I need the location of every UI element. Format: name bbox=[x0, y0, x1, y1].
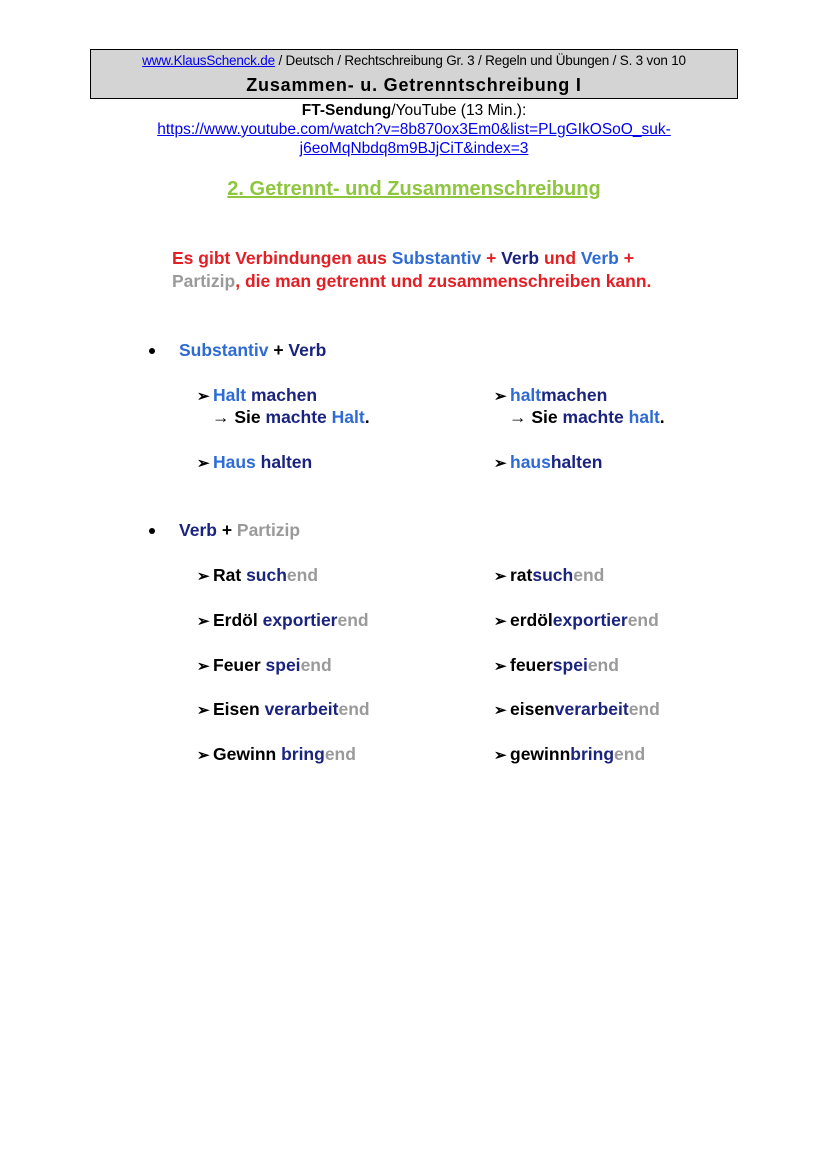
word-stem: verarbeit bbox=[264, 699, 339, 719]
arrowhead-icon: ➢ bbox=[197, 455, 210, 472]
group1-heading-plus: + bbox=[268, 340, 289, 360]
arrowhead-icon: ➢ bbox=[494, 568, 507, 585]
list-item bbox=[197, 743, 356, 767]
intro-verb: Verb bbox=[501, 248, 540, 268]
word-pronoun: Sie bbox=[234, 407, 266, 427]
list-item bbox=[494, 698, 660, 722]
arrowhead-icon: ➢ bbox=[197, 568, 210, 585]
word-stem: spei bbox=[552, 655, 588, 675]
group1-heading bbox=[179, 340, 326, 361]
arrowhead-icon: ➢ bbox=[494, 388, 507, 405]
arrowhead-icon: ➢ bbox=[197, 388, 210, 405]
word-ending: end bbox=[337, 610, 369, 630]
list-item bbox=[197, 698, 370, 722]
word-ending: end bbox=[628, 699, 660, 719]
word-noun: Gewinn bbox=[213, 744, 282, 764]
example-sentence bbox=[197, 406, 370, 428]
arrowhead-icon: ➢ bbox=[494, 702, 507, 719]
intro-paragraph bbox=[172, 247, 732, 293]
list-item bbox=[494, 743, 645, 767]
word-verb: machen bbox=[250, 385, 318, 405]
arrowhead-icon: ➢ bbox=[494, 747, 507, 764]
intro-text: Es gibt Verbindungen aus bbox=[172, 248, 392, 268]
site-link[interactable]: www.KlausSchenck.de bbox=[142, 53, 275, 68]
intro-substantiv: Substantiv bbox=[391, 248, 482, 268]
word-noun: Haus bbox=[213, 452, 256, 472]
list-item bbox=[197, 609, 369, 633]
ft-rest: /YouTube (13 Min.): bbox=[391, 102, 527, 119]
word-noun: haus bbox=[510, 452, 551, 472]
arrowhead-icon: ➢ bbox=[197, 747, 210, 764]
word-noun: Halt bbox=[213, 385, 247, 405]
word-noun: Halt bbox=[331, 407, 365, 427]
word-noun: halt bbox=[628, 407, 660, 427]
group2-heading bbox=[179, 520, 300, 541]
intro-und: und bbox=[539, 248, 581, 268]
page-title: Zusammen- u. Getrenntschreibung I bbox=[246, 75, 582, 95]
arrowhead-icon: ➢ bbox=[197, 702, 210, 719]
word-verb: machte bbox=[562, 407, 624, 427]
ft-label: FT-Sendung bbox=[301, 102, 392, 119]
word-noun: Rat bbox=[213, 565, 247, 585]
word-ending: end bbox=[587, 655, 619, 675]
header-breadcrumb-line bbox=[91, 53, 737, 68]
list-item bbox=[197, 384, 317, 408]
list-item bbox=[494, 451, 602, 475]
list-item bbox=[197, 654, 332, 678]
arrowhead-icon: ➢ bbox=[197, 613, 210, 630]
intro-plus: + bbox=[481, 248, 502, 268]
right-arrow-icon: → bbox=[509, 407, 532, 427]
breadcrumb: / Deutsch / Rechtschreibung Gr. 3 / Regeln und Übungen / S. 3 von 10 bbox=[274, 53, 686, 68]
word-ending: end bbox=[573, 565, 605, 585]
word-ending: end bbox=[614, 744, 646, 764]
group1-heading-substantiv: Substantiv bbox=[179, 340, 269, 360]
word-noun: rat bbox=[510, 565, 533, 585]
group2-heading-partizip: Partizip bbox=[236, 520, 301, 540]
word-ending: end bbox=[324, 744, 356, 764]
group2-heading-verb: Verb bbox=[179, 520, 217, 540]
group2-heading-plus: + bbox=[216, 520, 237, 540]
list-item bbox=[197, 451, 312, 475]
word-pronoun: Sie bbox=[531, 407, 563, 427]
word-stem: bring bbox=[281, 744, 325, 764]
word-ending: end bbox=[338, 699, 370, 719]
list-item bbox=[494, 564, 604, 588]
ft-block bbox=[0, 101, 828, 158]
word-noun: gewinn bbox=[510, 744, 571, 764]
youtube-link-line2[interactable]: j6eoMqNbdq8m9BJjCiT&index=3 bbox=[299, 140, 529, 157]
word-stem: such bbox=[246, 565, 287, 585]
list-item bbox=[494, 654, 619, 678]
word-stem: spei bbox=[265, 655, 301, 675]
word-noun: erdöl bbox=[510, 610, 553, 630]
word-noun: Feuer bbox=[213, 655, 266, 675]
word-noun: Eisen bbox=[213, 699, 265, 719]
arrowhead-icon: ➢ bbox=[494, 455, 507, 472]
intro-plus-2: + bbox=[618, 248, 634, 268]
arrowhead-icon: ➢ bbox=[494, 613, 507, 630]
word-stem: exportier bbox=[262, 610, 338, 630]
example-sentence bbox=[494, 406, 665, 428]
word-verb: halten bbox=[550, 452, 603, 472]
word-stem: such bbox=[532, 565, 574, 585]
word-noun: feuer bbox=[510, 655, 553, 675]
bullet-dot-icon bbox=[149, 528, 155, 534]
word-period: . bbox=[659, 407, 665, 427]
word-stem: verarbeit bbox=[554, 699, 629, 719]
bullet-dot-icon bbox=[149, 348, 155, 354]
youtube-link-line1[interactable]: https://www.youtube.com/watch?v=8b870ox3Em0&list=PLgGIkOSoO_suk- bbox=[157, 121, 671, 138]
word-verb: halten bbox=[260, 452, 313, 472]
arrowhead-icon: ➢ bbox=[494, 658, 507, 675]
list-item bbox=[197, 564, 318, 588]
intro-partizip: Partizip bbox=[172, 271, 236, 291]
word-ending: end bbox=[286, 565, 319, 585]
intro-rest: , die man getrennt und zusammenschreiben kann. bbox=[235, 271, 652, 291]
right-arrow-icon: → bbox=[212, 407, 235, 427]
word-noun: Erdöl bbox=[213, 610, 263, 630]
word-stem: bring bbox=[570, 744, 615, 764]
word-verb: machen bbox=[541, 385, 608, 405]
header-box bbox=[90, 49, 738, 99]
intro-verb-2: Verb bbox=[580, 248, 619, 268]
word-noun: halt bbox=[510, 385, 542, 405]
word-stem: exportier bbox=[552, 610, 628, 630]
list-item bbox=[494, 384, 607, 408]
word-verb: machte bbox=[265, 407, 327, 427]
group1-heading-verb: Verb bbox=[288, 340, 327, 360]
list-item bbox=[494, 609, 659, 633]
ft-label-line bbox=[0, 101, 828, 120]
section-title: 2. Getrennt- und Zusammenschreibung bbox=[227, 178, 601, 200]
arrowhead-icon: ➢ bbox=[197, 658, 210, 675]
word-noun: eisen bbox=[510, 699, 555, 719]
word-period: . bbox=[364, 407, 370, 427]
word-ending: end bbox=[627, 610, 659, 630]
word-ending: end bbox=[300, 655, 332, 675]
